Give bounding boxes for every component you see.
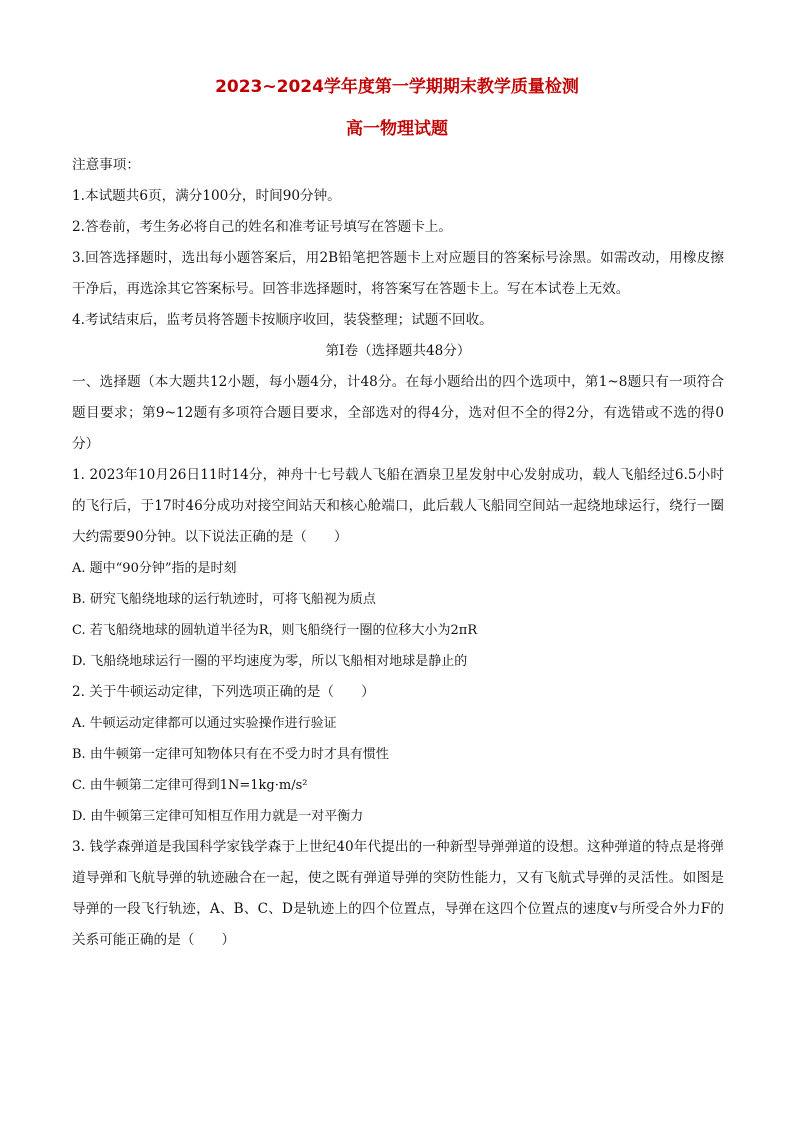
note-item: 1.本试题共6页，满分100分，时间90分钟。 (72, 188, 341, 204)
option-c: C. 若飞船绕地球的圆轨道半径为R，则飞船绕行一圈的位移大小为2πR (72, 623, 478, 638)
question-stem: 3. 钱学森弹道是我国科学家钱学森于上世纪40年代提出的一种新型导弹弹道的设想。这种弹道的特点是将弹道导弹和飞航导弹的轨迹融合在一起，使之既有弹道导弹的突防性能力，又有飞航式导弹的灵活性。如图是导弹的一段飞行轨迹，A、B、C、D是轨迹上的四个位置点，导弹在这四个位置点的速度v与所受合外力F的关系可能正确的是（ ） (72, 839, 724, 948)
option-d: D. 由牛顿第三定律可知相互作用力就是一对平衡力 (72, 809, 364, 824)
section-intro: 一、选择题（本大题共12小题，每小题4分，计48分。在每小题给出的四个选项中，第1~8题只有一项符合题目要求；第9~12题有多项符合题目要求，全部选对的得4分，选对但不全的得2分，有选错或不选的得0分） (72, 374, 724, 452)
note-item: 3.回答选择题时，选出每小题答案后，用2B铅笔把答题卡上对应题目的答案标号涂黑。如需改动，用橡皮擦干净后，再选涂其它答案标号。回答非选择题时，将答案写在答题卡上。写在本试卷上无效。 (72, 250, 724, 297)
question-stem: 1. 2023年10月26日11时14分，神舟十七号载人飞船在酒泉卫星发射中心发射成功，载人飞船经过6.5小时的飞行后，于17时46分成功对接空间站天和核心舱端口，此后载人飞船同空间站一起绕地球运行，绕行一圈大约需要90分钟。以下说法正确的是（ ） (72, 467, 724, 545)
option-a: A. 牛顿运动定律都可以通过实验操作进行验证 (72, 716, 337, 731)
exam-subtitle: 高一物理试题 (346, 119, 448, 139)
option-c: C. 由牛顿第二定律可得到1N=1kg·m/s² (72, 778, 308, 793)
note-item: 2.答卷前，考生务必将自己的姓名和准考证号填写在答题卡上。 (72, 219, 452, 235)
option-b: B. 研究飞船绕地球的运行轨迹时，可将飞船视为质点 (72, 592, 376, 607)
exam-title: 2023~2024学年度第一学期期末教学质量检测 (215, 77, 579, 97)
note-item: 4.考试结束后，监考员将答题卡按顺序收回，装袋整理；试题不回收。 (72, 312, 493, 328)
option-b: B. 由牛顿第一定律可知物体只有在不受力时才具有惯性 (72, 747, 389, 762)
section-title: 第Ⅰ卷（选择题共48分） (325, 343, 471, 359)
exam-body (72, 150, 724, 956)
notes-heading: 注意事项： (72, 157, 140, 173)
option-a: A. 题中“90分钟”指的是时刻 (72, 561, 237, 576)
option-d: D. 飞船绕地球运行一圈的平均速度为零，所以飞船相对地球是静止的 (72, 654, 468, 669)
question-stem: 2. 关于牛顿运动定律，下列选项正确的是（ ） (72, 684, 375, 700)
